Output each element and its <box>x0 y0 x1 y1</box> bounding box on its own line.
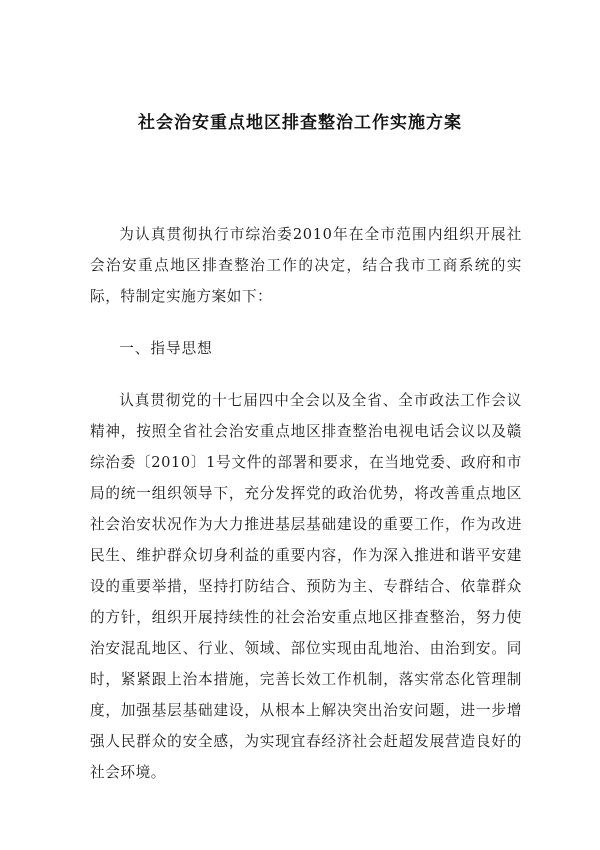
document-title: 社会治安重点地区排查整治工作实施方案 <box>138 113 462 133</box>
intro-paragraph: 为认真贯彻执行市综治委2010年在全市范围内组织开展社会治安重点地区排查整治工作的决定，结合我市工商系统的实际，特制定实施方案如下： <box>90 226 522 305</box>
document-body <box>90 219 522 809</box>
section-body-guiding-ideology: 认真贯彻党的十七届四中全会以及全省、全市政法工作会议精神，按照全省社会治安重点地区排查整治电视电话会议以及赣综治委〔2010〕1号文件的部署和要求，在当地党委、政府和市局的统一组织领导下，充分发挥党的政治优势，将改善重点地区社会治安状况作为大力推进基层基础建设的重要工作，作为改进民生、维护群众切身利益的重要内容，作为深入推进和谐平安建设的重要举措，坚持打防结合、预防为主、专群结合、依靠群众的方针，组织开展持续性的社会治安重点地区排查整治，努力使治安混乱地区、行业、领域、部位实现由乱地治、由治到安。同时，紧紧跟上治本措施，完善长效工作机制，落实常态化管理制度，加强基层基础建设，从根本上解决突出治安问题，进一步增强人民群众的安全感，为实现宜春经济社会赶超发展营造良好的社会环境。 <box>90 392 522 781</box>
section-heading-guiding-ideology: 一、指导思想 <box>119 340 213 357</box>
